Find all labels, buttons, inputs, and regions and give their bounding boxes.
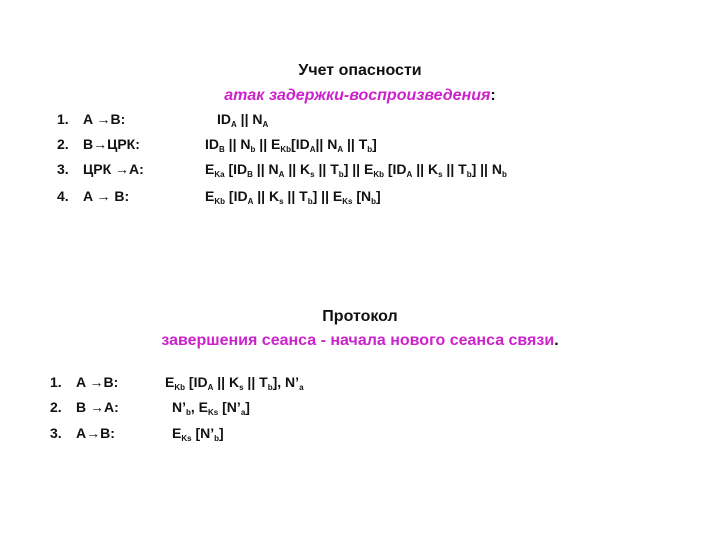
section2-step-3: [50, 425, 224, 443]
step-route: A →B:: [83, 111, 126, 127]
section2-subtitle-text: завершения сеанса - начала нового сеанса связи: [161, 332, 555, 349]
section2-step-1: [50, 374, 304, 392]
step-route: B→ЦРК:: [83, 136, 140, 152]
step-number: 3.: [57, 161, 69, 177]
section1-subtitle-suffix: :: [490, 87, 496, 104]
step-route: A →B:: [76, 374, 119, 390]
section2-title: Протокол: [322, 308, 398, 325]
step-route: B →A:: [76, 399, 119, 415]
step-route: A → B:: [83, 188, 130, 204]
step-route: A→B:: [76, 425, 115, 441]
section1-subtitle-text: атак задержки-воспроизведения: [224, 87, 491, 104]
step-message: $N’_b$, $E_{Ks}$ $[N’_a]$: [172, 399, 250, 417]
section1-step-2: [57, 136, 377, 154]
step-message: $E_{Ks}$ $[N’_b]$: [172, 425, 224, 443]
step-route: ЦРК →A:: [83, 161, 144, 177]
step-number: 3.: [50, 425, 62, 441]
step-number: 2.: [57, 136, 69, 152]
section1-step-4: [57, 188, 381, 206]
step-number: 1.: [57, 111, 69, 127]
section1-title: Учет опасности: [298, 62, 422, 79]
step-message: $E_{Ka}$ [$ID_B$ || $N_A$ || $K_s$ || $T_b$] || $E_{Kb}$ [$ID_A$ || $K_s$ || $T_b$] || $N_b$: [205, 161, 507, 179]
section2-step-2: [50, 399, 250, 417]
step-message: $ID_A$ || $N_A$: [217, 111, 269, 129]
section1-step-1: [57, 111, 269, 129]
step-message: $E_{Kb}$ [$ID_A$ || $K_s$ || $T_b$] || $E_{Ks}$ $[N_b]$: [205, 188, 381, 206]
step-number: 2.: [50, 399, 62, 415]
section2-subtitle: [0, 332, 720, 350]
step-message: $E_{Kb}$ [$ID_A$ || $K_s$ || $T_b$], $N’_a$: [165, 374, 304, 392]
section1-subtitle: [0, 87, 720, 105]
section1-step-3: [57, 161, 507, 179]
section2-subtitle-suffix: .: [554, 332, 559, 349]
step-number: 1.: [50, 374, 62, 390]
step-message: $ID_B$ || $N_b$ || $E_{Kb}[ID_A||$ $N_A$ || $T_b$]: [205, 136, 377, 154]
step-number: 4.: [57, 188, 69, 204]
